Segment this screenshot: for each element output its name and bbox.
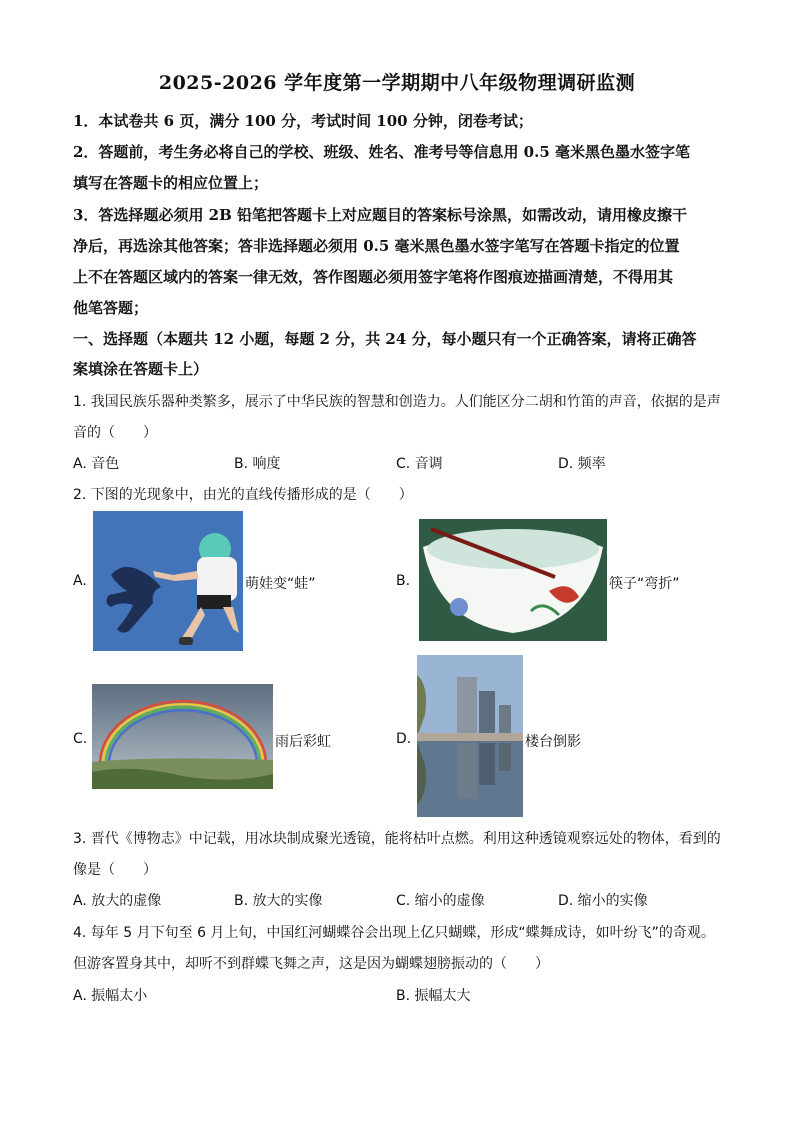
instruction-line: 上不在答题区域内的答案一律无效，答作图题必须用签字笔将作图痕迹描画清楚，不得用其 bbox=[73, 268, 674, 286]
section-heading: 案填涂在答题卡上） bbox=[73, 360, 209, 378]
q2-caption-b: 筷子“弯折” bbox=[609, 576, 680, 592]
q2-label-a: A. bbox=[73, 573, 87, 589]
q1-option-d: D. 频率 bbox=[558, 456, 606, 472]
q3-option-b: B. 放大的实像 bbox=[234, 893, 323, 909]
instruction-line: 净后，再选涂其他答案；答非选择题必须用 0.5 毫米黑色墨水签字笔写在答题卡指定的位置 bbox=[73, 237, 680, 255]
q1-option-b: B. 响度 bbox=[234, 456, 281, 472]
instruction-line: 2．答题前，考生务必将自己的学校、班级、姓名、准考号等信息用 0.5 毫米黑色墨水签字笔 bbox=[73, 143, 690, 161]
instruction-line: 1．本试卷共 6 页，满分 100 分，考试时间 100 分钟，闭卷考试； bbox=[73, 112, 533, 130]
q2-label-c: C. bbox=[73, 731, 88, 747]
q4-option-a: A. 振幅太小 bbox=[73, 988, 148, 1004]
instruction-line: 3．答选择题必须用 2B 铅笔把答题卡上对应题目的答案标号涂黑，如需改动，请用橡皮擦干 bbox=[73, 206, 688, 224]
question-3-stem: 3. 晋代《博物志》中记载，用冰块制成聚光透镜，能将枯叶点燃。利用这种透镜观察远处的物体，看到的 bbox=[73, 831, 721, 847]
question-2-stem: 2. 下图的光现象中，由光的直线传播形成的是（ ） bbox=[73, 487, 413, 503]
q3-option-a: A. 放大的虚像 bbox=[73, 893, 162, 909]
question-4-stem: 4. 每年 5 月下旬至 6 月上旬，中国红河蝴蝶谷会出现上亿只蝴蝶，形成“蝶舞成诗，如叶纷飞”的奇观。 bbox=[73, 925, 715, 941]
q1-option-a: A. 音色 bbox=[73, 456, 120, 472]
tower-reflection-photo bbox=[417, 655, 523, 817]
child-shadow-photo bbox=[93, 511, 243, 651]
question-1-stem: 1. 我国民族乐器种类繁多，展示了中华民族的智慧和创造力。人们能区分二胡和竹笛的声音，依据的是声 bbox=[73, 394, 721, 410]
q1-option-c: C. 音调 bbox=[396, 456, 443, 472]
q3-option-c: C. 缩小的虚像 bbox=[396, 893, 485, 909]
question-4-stem: 但游客置身其中，却听不到群蝶飞舞之声，这是因为蝴蝶翅膀振动的（ ） bbox=[73, 956, 549, 972]
question-3-stem: 像是（ ） bbox=[73, 862, 157, 878]
rainbow-photo bbox=[92, 684, 273, 789]
q2-caption-c: 雨后彩虹 bbox=[275, 734, 331, 750]
q3-option-d: D. 缩小的实像 bbox=[558, 893, 648, 909]
chopstick-bowl-photo bbox=[419, 519, 607, 641]
question-1-stem: 音的（ ） bbox=[73, 425, 157, 441]
section-heading: 一、选择题（本题共 12 小题，每题 2 分，共 24 分，每小题只有一个正确答案，请将正确答 bbox=[73, 330, 697, 348]
q4-option-b: B. 振幅太大 bbox=[396, 988, 471, 1004]
q2-caption-a: 萌娃变“蛙” bbox=[245, 576, 316, 592]
q2-label-b: B. bbox=[396, 573, 411, 589]
instruction-line: 填写在答题卡的相应位置上； bbox=[73, 174, 269, 192]
exam-title: 2025-2026 学年度第一学期期中八年级物理调研监测 bbox=[158, 72, 636, 94]
instruction-line: 他笔答题； bbox=[73, 299, 149, 317]
q2-label-d: D. bbox=[396, 731, 412, 747]
q2-caption-d: 楼台倒影 bbox=[525, 734, 581, 750]
